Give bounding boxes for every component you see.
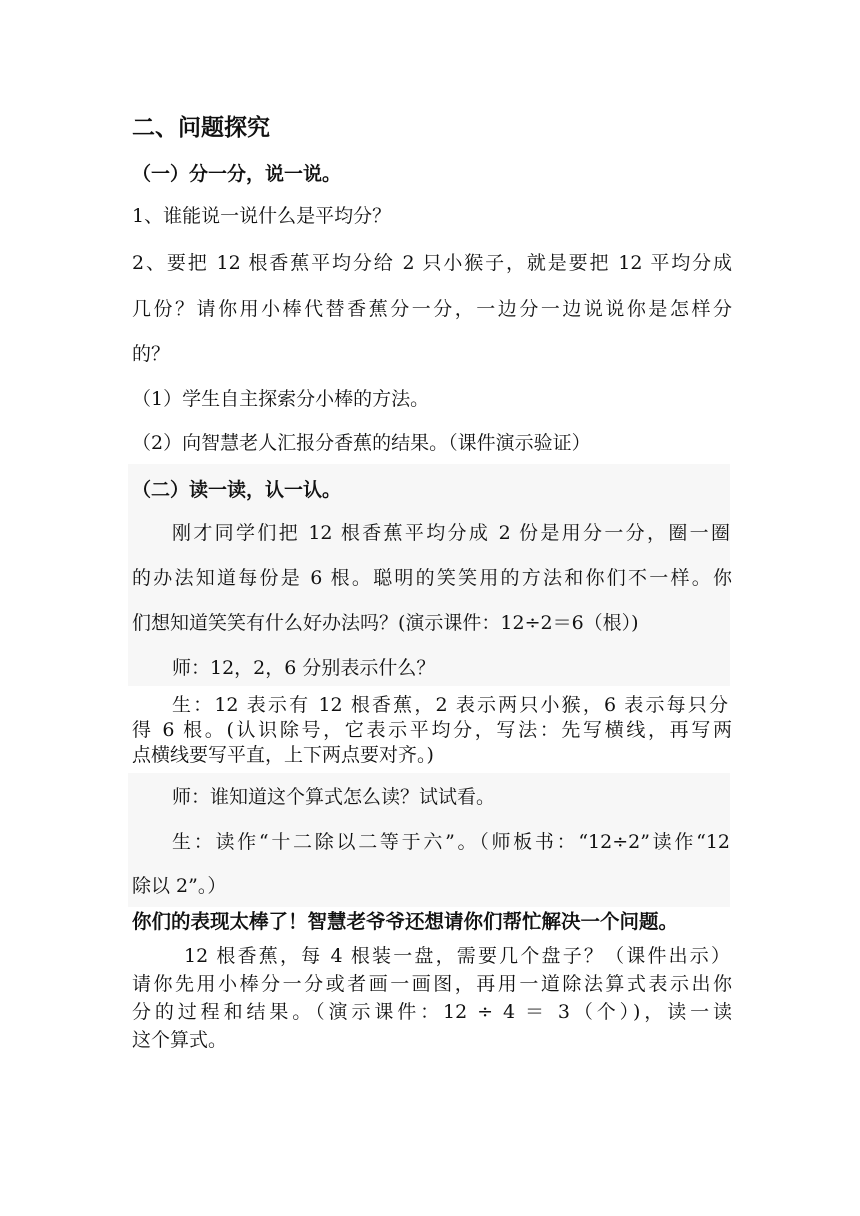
step-1: （1）学生自主探索分小棒的方法。 — [132, 388, 430, 410]
part2-heading: （二）读一读，认一认。 — [132, 479, 342, 501]
section-title: 二、问题探究 — [132, 114, 270, 141]
part1-heading: （一）分一分，说一说。 — [132, 163, 342, 185]
closing-para-line-3: 分的过程和结果。（演示课件：12 ÷ 4 ＝ 3（个）)，读一读 — [132, 1001, 732, 1023]
closing-bold-line: 你们的表现太棒了！智慧老爷爷还想请你们帮忙解决一个问题。 — [132, 910, 679, 933]
teacher-question-1: 师：12，2，6 分别表示什么？ — [172, 657, 436, 679]
student-answer-1-line-3: 点横线要写平直，上下两点要对齐。) — [132, 744, 434, 766]
question-2-line-3: 的？ — [132, 343, 171, 365]
question-2-line-1: 2、要把 12 根香蕉平均分给 2 只小猴子，就是要把 12 平均分成 — [132, 252, 732, 274]
question-2-line-2: 几份？请你用小棒代替香蕉分一分，一边分一边说说你是怎样分 — [132, 298, 732, 320]
para1-line-2: 的办法知道每份是 6 根。聪明的笑笑用的方法和你们不一样。你 — [132, 567, 732, 589]
student-answer-2-line-1: 生：读作“十二除以二等于六”。（师板书：“12÷2”读作“12 — [172, 831, 730, 853]
para1-line-3: 们想知道笑笑有什么好办法吗？(演示课件：12÷2＝6（根）) — [132, 612, 639, 634]
closing-para-line-2: 请你先用小棒分一分或者画一画图，再用一道除法算式表示出你 — [132, 973, 732, 995]
student-answer-1-line-2: 得 6 根。(认识除号，它表示平均分，写法：先写横线，再写两 — [132, 719, 732, 741]
student-answer-1-line-1: 生：12 表示有 12 根香蕉，2 表示两只小猴，6 表示每只分 — [172, 694, 728, 716]
student-answer-2-line-2: 除以 2”。） — [132, 875, 227, 897]
question-1: 1、谁能说一说什么是平均分？ — [132, 205, 392, 227]
closing-para-line-1: 12 根香蕉，每 4 根装一盘，需要几个盘子？（课件出示） — [184, 945, 730, 967]
step-2: （2）向智慧老人汇报分香蕉的结果。（课件演示验证） — [132, 432, 591, 454]
closing-para-line-4: 这个算式。 — [132, 1029, 228, 1051]
teacher-question-2: 师：谁知道这个算式怎么读？试试看。 — [172, 786, 496, 808]
para1-line-1: 刚才同学们把 12 根香蕉平均分成 2 份是用分一分，圈一圈 — [172, 522, 730, 544]
